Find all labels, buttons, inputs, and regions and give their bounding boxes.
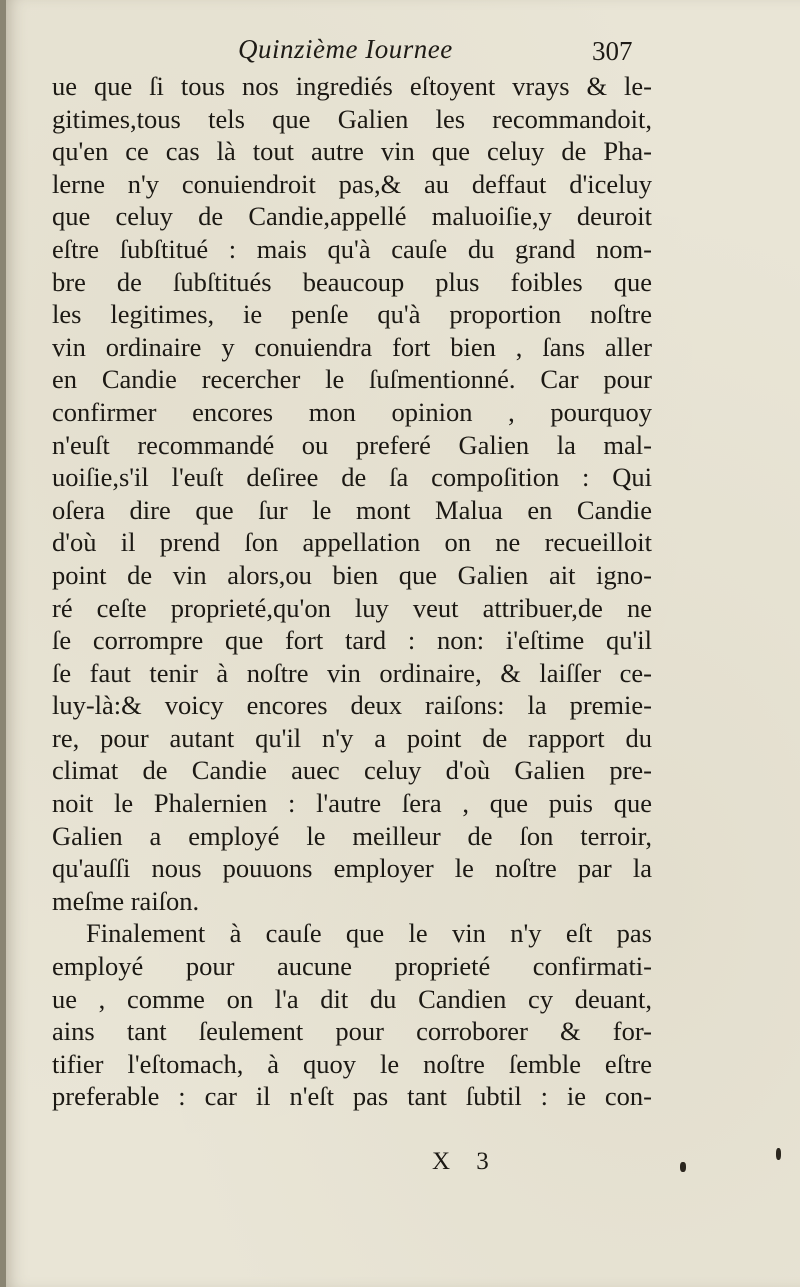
ink-speck (680, 1162, 686, 1172)
text-line: d'où il prend ſon appellation on ne recueilloit (52, 527, 652, 558)
signature-mark: X 3 (432, 1148, 499, 1175)
text-line: bre de ſubſtitués beaucoup plus foibles que (52, 266, 652, 297)
ink-speck (776, 1148, 781, 1160)
paragraph-start-line: Finalement à cauſe que le vin n'y eſt pas (86, 918, 652, 949)
text-line: tifier l'eſtomach, à quoy le noſtre ſemble eſtre (52, 1048, 652, 1079)
text-line: qu'en ce cas là tout autre vin que celuy de Pha- (52, 136, 652, 167)
text-line: ains tant ſeulement pour corroborer & for- (52, 1016, 652, 1047)
text-line: point de vin alors,ou bien que Galien ait igno- (52, 559, 652, 590)
text-line: ue que ſi tous nos ingrediés eſtoyent vrays & le- (52, 71, 652, 101)
text-line: eſtre ſubſtitué : mais qu'à cauſe du grand nom- (52, 233, 652, 264)
book-page (6, 0, 800, 1287)
text-line: climat de Candie auec celuy d'où Galien pre- (52, 755, 652, 786)
text-line: ſe corrompre que fort tard : non: i'eſtime qu'il (52, 625, 652, 656)
text-line: gitimes,tous tels que Galien les recommandoit, (52, 103, 652, 134)
text-line: ſe faut tenir à noſtre vin ordinaire, & laiſſer ce- (52, 657, 652, 688)
text-line: que celuy de Candie,appellé maluoiſie,y deuroit (52, 201, 652, 232)
text-line: confirmer encores mon opinion , pourquoy (52, 396, 652, 427)
text-line: ré ceſte proprieté,qu'on luy veut attribuer,de ne (52, 592, 652, 623)
text-line: qu'auſſi nous pouuons employer le noſtre par la (52, 853, 652, 884)
text-line: employé pour aucune proprieté confirmati- (52, 951, 652, 982)
text-line: Galien a employé le meilleur de ſon terroir, (52, 820, 652, 851)
text-line: vin ordinaire y conuiendra fort bien , ſans aller (52, 331, 652, 362)
text-line: re, pour autant qu'il n'y a point de rapport du (52, 722, 652, 753)
text-line: les legitimes, ie penſe qu'à proportion noſtre (52, 299, 652, 330)
text-line: oſera dire que ſur le mont Malua en Candie (52, 494, 652, 525)
text-line: ue , comme on l'a dit du Candien cy deuant, (52, 983, 652, 1014)
text-line: uoiſie,s'il l'euſt deſiree de ſa compoſition : Qui (52, 462, 652, 493)
text-line: meſme raiſon. (52, 885, 200, 916)
text-line: preferable : car il n'eſt pas tant ſubtil : ie con- (52, 1081, 652, 1112)
text-line: noit le Phalernien : l'autre ſera , que puis que (52, 788, 652, 819)
text-line: luy-là:& voicy encores deux raiſons: la premie- (52, 690, 652, 721)
running-title: Quinzième Iournee (238, 34, 453, 64)
text-line: lerne n'y conuiendroit pas,& au deffaut d'iceluy (52, 168, 652, 199)
text-line: n'euſt recommandé ou preferé Galien la mal- (52, 429, 652, 460)
page-header (6, 34, 800, 74)
body-text (52, 70, 652, 1113)
page-number: 307 (592, 36, 633, 66)
text-line: en Candie recercher le ſuſmentionné. Car pour (52, 364, 652, 395)
